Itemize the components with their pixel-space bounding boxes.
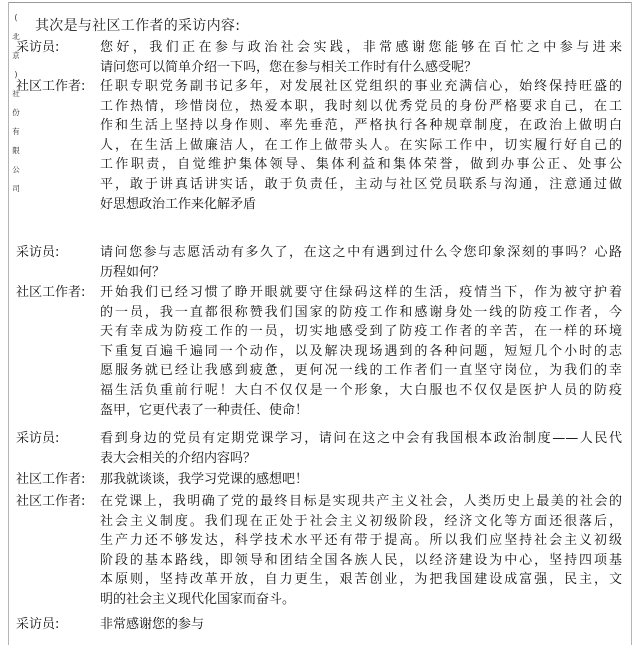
speech-line: 本原则，坚持改革开放，自力更生，艰苦创业，为把我国建设成富强，民主，文 [100,572,622,588]
speech-line: 盔甲，它更代表了一种责任、使命！ [100,402,309,418]
seal-char: 公 [12,165,20,174]
seal-char: 有 [12,127,20,136]
transcript-entry [16,492,626,610]
speech-text [100,615,622,635]
speech-text [100,38,622,77]
speaker-label: 采访员: [16,617,60,632]
speaker-label: 社区工作者: [16,285,86,300]
speech-text [100,429,622,468]
speech-line: 表大会相关的介绍内容吗？ [100,450,257,466]
transcript-entry [16,429,626,468]
speech-text [100,283,622,420]
page-border-top [8,2,632,3]
speech-line: 您好，我们正在参与政治社会实践，非常感谢您能够在百忙之中参与进来 [100,40,622,55]
seal-char: 北 [12,32,20,41]
speech-text [100,470,622,490]
speech-line: 请问您可以简单介绍一下吗，您在参与相关工作时有什么感受呢？ [100,59,478,75]
speech-line: 任职专职党务副书记多年，对发展社区党组织的事业充满信心，始终保持旺盛的 [100,79,622,94]
seal-char: ) [14,70,18,79]
speech-line: 平，敢于讲真话讲实话，敢于负责任，主动与社区党员联系与沟通，注意通过做 [100,176,622,192]
speech-line: 作和生活上坚持以身作则、率先垂范，严格执行各种规章制度，在政治上做明白 [100,118,622,134]
speech-line: 阶段的基本路线，即领导和团结全国各族人民，以经济建设为中心，坚持四项基 [100,552,622,568]
page-border-right [631,2,632,645]
speaker-label: 采访员: [16,245,60,260]
transcript-entry [16,283,626,420]
transcript-entry [16,243,626,282]
speech-line: 生产力还不够发达，科学技术水平还有带于提高。所以我们应坚持社会主义初级 [100,533,622,549]
speech-line: 历程如何？ [100,264,166,280]
section-heading: 其次是与社区工作者的采访内容: [35,18,241,34]
speaker-label: 采访员: [16,431,60,446]
speech-line: 下重复百遍千遍同一个动作，以及解决现场遇到的各种问题，短短几个小时的志 [100,343,622,359]
seal-char: 份 [12,108,20,117]
transcript-entry [16,38,626,77]
speech-line: 天有幸成为防疫工作的一员，切实地感受到了防疫工作者的辛苦，在一样的环境 [100,324,622,340]
seal-char: 京 [12,51,20,60]
speech-line: 明的社会主义现代化国家而奋斗。 [100,591,296,607]
speech-text [100,77,622,214]
speech-line: 那我就谈谈，我学习党课的感想吧！ [100,472,309,487]
speech-line: 工作热情，珍惜岗位，热爱本职，我时刻以优秀党员的身份严格要求自己，在工 [100,98,622,114]
speech-text [100,243,622,282]
speaker-label: 社区工作者: [16,79,86,94]
seal-char: 司 [12,184,20,193]
seal-char: ( [14,13,18,22]
speech-line: 社会主义制度。我们现在正处于社会主义初级阶段，经济文化等方面还很落后， [100,513,622,529]
transcript-entry [16,615,626,635]
transcript-entry [16,77,626,214]
transcript-entry [16,470,626,490]
speaker-label: 社区工作者: [16,494,86,509]
speech-line: 工作职责，自觉维护集体领导、集体利益和集体荣誉，做到办事公正、处事公 [100,157,622,173]
speech-line: 人，在生活上做廉洁人，在工作上做带头人。在实际工作中，切实履行好自己的 [100,137,622,153]
speech-line: 愿服务就已经让我感到疲惫，更何况一线的工作者们一直坚守岗位，为我们的幸 [100,363,622,379]
speech-line: 在党课上，我明确了党的最终目标是实现共产主义社会，人类历史上最美的社会的 [100,494,622,509]
speaker-label: 社区工作者: [16,472,86,487]
speech-line: 请问您参与志愿活动有多久了，在这之中有遇到过什么令您印象深刻的事吗？心路 [100,245,622,260]
speech-line: 福生活负重前行呢！大白不仅仅是一个形象，大白服也不仅仅是医护人员的防疫 [100,382,622,398]
speech-line: 看到身边的党员有定期党课学习，请问在这之中会有我国根本政治制度——人民代 [100,431,622,446]
speech-line: 好思想政治工作来化解矛盾 [100,196,257,212]
seal-char: 限 [12,146,20,155]
speech-text [100,492,622,610]
speech-line: 非常感谢您的参与 [100,617,205,632]
seal-char: 社 [12,89,20,98]
speech-line: 开始我们已经习惯了睁开眼就要守住绿码这样的生活，疫情当下，作为被守护着 [100,285,622,300]
speaker-label: 采访员: [16,40,60,55]
speech-line: 的一员，我一直都很称赞我们国家的防疫工作和感谢身处一线的防疫工作者，今 [100,304,622,320]
